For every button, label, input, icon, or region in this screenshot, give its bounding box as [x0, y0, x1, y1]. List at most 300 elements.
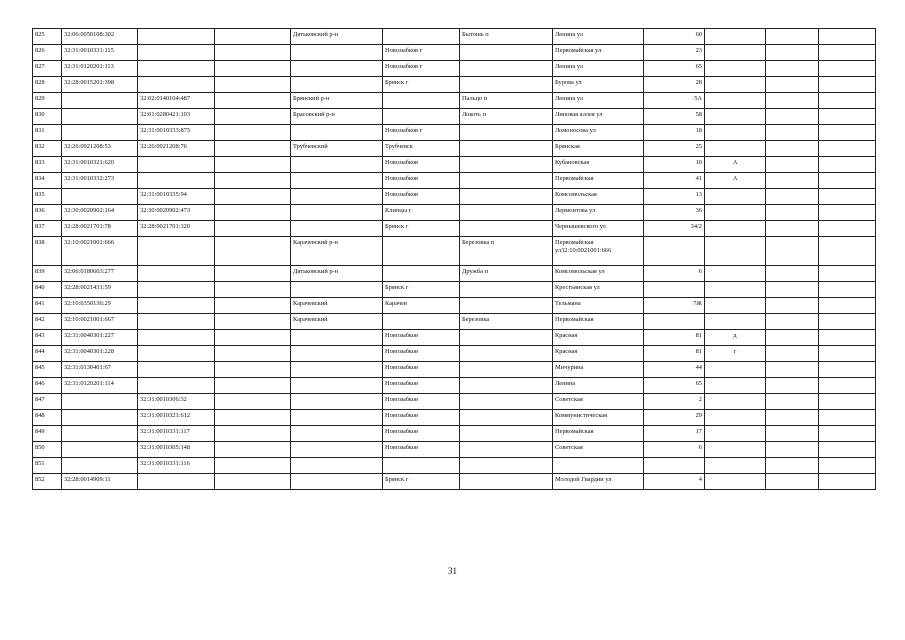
empty-cell — [819, 346, 876, 362]
locality-cell — [460, 410, 553, 426]
row-number: 825 — [33, 29, 62, 45]
district-cell — [291, 45, 383, 61]
row-number: 849 — [33, 426, 62, 442]
locality-cell — [460, 157, 553, 173]
building-cadastral-cell — [138, 314, 215, 330]
row-number: 833 — [33, 157, 62, 173]
building-letter-cell — [705, 314, 766, 330]
building-letter-cell — [705, 378, 766, 394]
property-register-table — [32, 28, 876, 490]
street-cell: Крестьянская ул — [553, 282, 644, 298]
house-number-cell — [644, 314, 705, 330]
house-number-cell — [644, 458, 705, 474]
empty-cell — [766, 77, 819, 93]
locality-cell — [460, 474, 553, 490]
cadastral-number-cell — [62, 410, 138, 426]
empty-cell — [215, 410, 291, 426]
street-cell: Тельмана — [553, 298, 644, 314]
empty-cell — [819, 141, 876, 157]
street-cell: Бурова ул — [553, 77, 644, 93]
empty-cell — [215, 205, 291, 221]
building-letter-cell — [705, 205, 766, 221]
locality-cell — [460, 442, 553, 458]
table-row — [33, 410, 876, 426]
city-cell: Новозыбков — [383, 442, 460, 458]
building-letter-cell: г — [705, 346, 766, 362]
building-cadastral-cell: 32:31:0010333:875 — [138, 125, 215, 141]
cadastral-number-cell: 32:28:0015201:398 — [62, 77, 138, 93]
table-row — [33, 474, 876, 490]
row-number: 844 — [33, 346, 62, 362]
cadastral-number-cell: 32:31:0040301:227 — [62, 330, 138, 346]
cadastral-number-cell: 32:31:0010321:620 — [62, 157, 138, 173]
building-cadastral-cell — [138, 378, 215, 394]
empty-cell — [766, 109, 819, 125]
empty-cell — [819, 221, 876, 237]
city-cell: Новозыбков — [383, 173, 460, 189]
house-number-cell: 25 — [644, 141, 705, 157]
empty-cell — [819, 45, 876, 61]
empty-cell — [819, 362, 876, 378]
building-letter-cell — [705, 394, 766, 410]
empty-cell — [215, 362, 291, 378]
empty-cell — [215, 346, 291, 362]
page-number: 31 — [448, 566, 457, 576]
cadastral-number-cell — [62, 442, 138, 458]
locality-cell — [460, 394, 553, 410]
cadastral-number-cell: 32:26:0921208:53 — [62, 141, 138, 157]
cadastral-number-cell: 32:10:0021001:667 — [62, 314, 138, 330]
empty-cell — [215, 157, 291, 173]
street-cell: Брянская — [553, 141, 644, 157]
building-letter-cell — [705, 410, 766, 426]
house-number-cell: 81 — [644, 330, 705, 346]
row-number: 839 — [33, 266, 62, 282]
house-number-cell: 65 — [644, 378, 705, 394]
cadastral-number-cell — [62, 426, 138, 442]
locality-cell: Бытошь п — [460, 29, 553, 45]
street-cell — [553, 458, 644, 474]
building-cadastral-cell — [138, 45, 215, 61]
row-number: 829 — [33, 93, 62, 109]
district-cell — [291, 205, 383, 221]
building-letter-cell — [705, 77, 766, 93]
empty-cell — [819, 29, 876, 45]
building-letter-cell — [705, 298, 766, 314]
locality-cell — [460, 346, 553, 362]
empty-cell — [766, 205, 819, 221]
district-cell — [291, 362, 383, 378]
building-cadastral-cell — [138, 77, 215, 93]
table-row — [33, 394, 876, 410]
building-cadastral-cell: 32:31:0010305:148 — [138, 442, 215, 458]
row-number: 841 — [33, 298, 62, 314]
building-letter-cell — [705, 426, 766, 442]
empty-cell — [819, 474, 876, 490]
building-letter-cell — [705, 109, 766, 125]
street-cell: Первомайская — [553, 314, 644, 330]
district-cell: Карачевский — [291, 298, 383, 314]
row-number: 845 — [33, 362, 62, 378]
empty-cell — [766, 426, 819, 442]
district-cell: Дятьковский р-н — [291, 266, 383, 282]
building-cadastral-cell: 32:01:0280421:103 — [138, 109, 215, 125]
cadastral-number-cell: 32:28:0021701:78 — [62, 221, 138, 237]
empty-cell — [819, 394, 876, 410]
empty-cell — [215, 314, 291, 330]
empty-cell — [766, 458, 819, 474]
district-cell: Брасовский р-н — [291, 109, 383, 125]
street-cell: Ленина ул — [553, 61, 644, 77]
district-cell — [291, 61, 383, 77]
empty-cell — [819, 125, 876, 141]
row-number: 850 — [33, 442, 62, 458]
building-cadastral-cell — [138, 330, 215, 346]
empty-cell — [215, 426, 291, 442]
empty-cell — [819, 426, 876, 442]
city-cell: Клинцы г — [383, 205, 460, 221]
building-cadastral-cell — [138, 282, 215, 298]
building-cadastral-cell — [138, 298, 215, 314]
street-cell: Молодой Гвардии ул — [553, 474, 644, 490]
house-number-cell: 18 — [644, 125, 705, 141]
building-cadastral-cell: 32:28:0021701:320 — [138, 221, 215, 237]
empty-cell — [766, 189, 819, 205]
locality-cell: Локоть п — [460, 109, 553, 125]
city-cell: Брянск г — [383, 221, 460, 237]
cadastral-number-cell: 32:31:0010331:115 — [62, 45, 138, 61]
house-number-cell: 58 — [644, 109, 705, 125]
house-number-cell: 7Ж — [644, 298, 705, 314]
building-cadastral-cell: 32:30:0020902:473 — [138, 205, 215, 221]
empty-cell — [819, 77, 876, 93]
building-cadastral-cell: 32:31:0010306:32 — [138, 394, 215, 410]
city-cell: Брянск г — [383, 77, 460, 93]
locality-cell — [460, 77, 553, 93]
table-row — [33, 314, 876, 330]
building-cadastral-cell: 32:02:0140104:487 — [138, 93, 215, 109]
locality-cell — [460, 173, 553, 189]
house-number-cell: 17 — [644, 426, 705, 442]
city-cell: Карачев — [383, 298, 460, 314]
empty-cell — [215, 29, 291, 45]
locality-cell — [460, 298, 553, 314]
table-row — [33, 77, 876, 93]
city-cell — [383, 266, 460, 282]
building-letter-cell — [705, 125, 766, 141]
cadastral-number-cell: 32:28:0014909:11 — [62, 474, 138, 490]
locality-cell — [460, 61, 553, 77]
locality-cell: Пальцо п — [460, 93, 553, 109]
table-row — [33, 141, 876, 157]
empty-cell — [766, 314, 819, 330]
street-cell: Красная — [553, 346, 644, 362]
table-row — [33, 237, 876, 266]
building-letter-cell — [705, 93, 766, 109]
building-cadastral-cell: 32:31:0010331:116 — [138, 458, 215, 474]
empty-cell — [766, 442, 819, 458]
locality-cell: Березовка п — [460, 237, 553, 266]
cadastral-number-cell: 32:30:0020902:164 — [62, 205, 138, 221]
empty-cell — [215, 330, 291, 346]
street-cell: Комсомольская — [553, 189, 644, 205]
street-cell: Ленина ул — [553, 93, 644, 109]
empty-cell — [766, 298, 819, 314]
empty-cell — [819, 442, 876, 458]
table-row — [33, 29, 876, 45]
empty-cell — [215, 109, 291, 125]
empty-cell — [819, 93, 876, 109]
row-number: 828 — [33, 77, 62, 93]
empty-cell — [215, 93, 291, 109]
empty-cell — [766, 330, 819, 346]
house-number-cell: 44 — [644, 362, 705, 378]
street-cell: Советская — [553, 394, 644, 410]
building-letter-cell — [705, 458, 766, 474]
street-cell: Комсомольская ул — [553, 266, 644, 282]
city-cell: Новозыбков — [383, 394, 460, 410]
cadastral-number-cell — [62, 394, 138, 410]
table-row — [33, 189, 876, 205]
house-number-cell: 34/2 — [644, 221, 705, 237]
table-row — [33, 205, 876, 221]
house-number-cell: 28 — [644, 77, 705, 93]
house-number-cell — [644, 282, 705, 298]
empty-cell — [766, 157, 819, 173]
empty-cell — [819, 458, 876, 474]
district-cell — [291, 125, 383, 141]
building-letter-cell: А — [705, 173, 766, 189]
district-cell — [291, 394, 383, 410]
district-cell — [291, 474, 383, 490]
house-number-cell: 6 — [644, 266, 705, 282]
empty-cell — [766, 125, 819, 141]
district-cell — [291, 378, 383, 394]
cadastral-number-cell: 32:31:0120201:114 — [62, 378, 138, 394]
empty-cell — [766, 237, 819, 266]
city-cell: Трубчевск — [383, 141, 460, 157]
table-row — [33, 125, 876, 141]
row-number: 842 — [33, 314, 62, 330]
cadastral-number-cell — [62, 189, 138, 205]
building-letter-cell: А — [705, 157, 766, 173]
table-row — [33, 221, 876, 237]
empty-cell — [215, 173, 291, 189]
district-cell — [291, 221, 383, 237]
building-cadastral-cell — [138, 29, 215, 45]
empty-cell — [819, 237, 876, 266]
house-number-cell: 60 — [644, 29, 705, 45]
empty-cell — [215, 141, 291, 157]
row-number: 830 — [33, 109, 62, 125]
empty-cell — [819, 378, 876, 394]
empty-cell — [215, 394, 291, 410]
cadastral-number-cell: 32:06:0180603:277 — [62, 266, 138, 282]
building-letter-cell: д — [705, 330, 766, 346]
table-row — [33, 109, 876, 125]
city-cell: Новозыбков — [383, 330, 460, 346]
cadastral-number-cell: 32:31:0040301:228 — [62, 346, 138, 362]
row-number: 840 — [33, 282, 62, 298]
empty-cell — [766, 61, 819, 77]
empty-cell — [819, 109, 876, 125]
table-row — [33, 45, 876, 61]
table-row — [33, 330, 876, 346]
empty-cell — [215, 266, 291, 282]
street-cell: Первомайская ул — [553, 45, 644, 61]
street-cell: Первомайская — [553, 173, 644, 189]
table-row — [33, 157, 876, 173]
locality-cell — [460, 282, 553, 298]
table-row — [33, 362, 876, 378]
district-cell — [291, 458, 383, 474]
house-number-cell: 81 — [644, 346, 705, 362]
table-row — [33, 346, 876, 362]
empty-cell — [215, 298, 291, 314]
district-cell — [291, 410, 383, 426]
building-cadastral-cell — [138, 362, 215, 378]
empty-cell — [819, 205, 876, 221]
building-letter-cell — [705, 474, 766, 490]
district-cell — [291, 189, 383, 205]
building-letter-cell — [705, 189, 766, 205]
city-cell — [383, 458, 460, 474]
empty-cell — [766, 29, 819, 45]
building-cadastral-cell — [138, 266, 215, 282]
city-cell — [383, 93, 460, 109]
district-cell: Карачевский — [291, 314, 383, 330]
table-row — [33, 378, 876, 394]
locality-cell: Березовка — [460, 314, 553, 330]
locality-cell — [460, 125, 553, 141]
cadastral-number-cell: 32:10:0350136:29 — [62, 298, 138, 314]
row-number: 852 — [33, 474, 62, 490]
street-cell: Лермонтова ул — [553, 205, 644, 221]
district-cell: Карачевский р-н — [291, 237, 383, 266]
locality-cell — [460, 189, 553, 205]
row-number: 838 — [33, 237, 62, 266]
district-cell — [291, 330, 383, 346]
row-number: 834 — [33, 173, 62, 189]
empty-cell — [819, 314, 876, 330]
building-letter-cell — [705, 442, 766, 458]
street-cell: Первомайская ул32:10:0021001:666 — [553, 237, 644, 266]
empty-cell — [819, 282, 876, 298]
empty-cell — [215, 458, 291, 474]
house-number-cell: 5А — [644, 93, 705, 109]
row-number: 836 — [33, 205, 62, 221]
building-letter-cell — [705, 266, 766, 282]
locality-cell — [460, 426, 553, 442]
empty-cell — [215, 61, 291, 77]
empty-cell — [766, 173, 819, 189]
street-cell: Красная — [553, 330, 644, 346]
empty-cell — [766, 346, 819, 362]
building-cadastral-cell — [138, 474, 215, 490]
cadastral-number-cell: 32:06:0050108:302 — [62, 29, 138, 45]
empty-cell — [215, 125, 291, 141]
house-number-cell: 41 — [644, 173, 705, 189]
house-number-cell: 29 — [644, 410, 705, 426]
house-number-cell: 6 — [644, 442, 705, 458]
row-number: 831 — [33, 125, 62, 141]
district-cell: Брянский р-н — [291, 93, 383, 109]
district-cell — [291, 282, 383, 298]
empty-cell — [819, 410, 876, 426]
city-cell: Новозыбков г — [383, 61, 460, 77]
street-cell: Чернышевского ул — [553, 221, 644, 237]
cadastral-number-cell: 32:31:0130401:67 — [62, 362, 138, 378]
district-cell — [291, 77, 383, 93]
row-number: 826 — [33, 45, 62, 61]
building-letter-cell — [705, 237, 766, 266]
building-cadastral-cell: 32:31:0010331:117 — [138, 426, 215, 442]
empty-cell — [215, 282, 291, 298]
locality-cell: Дружба п — [460, 266, 553, 282]
city-cell: Новозыбков — [383, 410, 460, 426]
locality-cell — [460, 458, 553, 474]
city-cell: Новозыбков г — [383, 125, 460, 141]
city-cell: Новозыбков г — [383, 45, 460, 61]
locality-cell — [460, 330, 553, 346]
empty-cell — [215, 189, 291, 205]
building-letter-cell — [705, 61, 766, 77]
city-cell: Новозыбков — [383, 426, 460, 442]
building-cadastral-cell — [138, 173, 215, 189]
district-cell: Дятьковский р-н — [291, 29, 383, 45]
row-number: 851 — [33, 458, 62, 474]
house-number-cell: 23 — [644, 45, 705, 61]
street-cell: Ломоносова ул — [553, 125, 644, 141]
empty-cell — [819, 173, 876, 189]
house-number-cell: 36 — [644, 205, 705, 221]
street-cell: Первомайская — [553, 426, 644, 442]
building-letter-cell — [705, 45, 766, 61]
building-cadastral-cell: 32:31:0010335:94 — [138, 189, 215, 205]
empty-cell — [766, 410, 819, 426]
house-number-cell — [644, 237, 705, 266]
empty-cell — [766, 45, 819, 61]
street-cell: Ленина — [553, 378, 644, 394]
table-row — [33, 173, 876, 189]
city-cell: Новозыбков — [383, 362, 460, 378]
district-cell — [291, 442, 383, 458]
empty-cell — [215, 237, 291, 266]
table-body — [33, 29, 876, 490]
city-cell: Брянск г — [383, 474, 460, 490]
locality-cell — [460, 221, 553, 237]
empty-cell — [215, 474, 291, 490]
street-cell: Коммунистическая — [553, 410, 644, 426]
table-row — [33, 93, 876, 109]
cadastral-number-cell — [62, 109, 138, 125]
cadastral-number-cell: 32:31:0010332:273 — [62, 173, 138, 189]
row-number: 848 — [33, 410, 62, 426]
house-number-cell: 65 — [644, 61, 705, 77]
building-letter-cell — [705, 29, 766, 45]
house-number-cell: 10 — [644, 157, 705, 173]
empty-cell — [819, 330, 876, 346]
table-row — [33, 458, 876, 474]
row-number: 832 — [33, 141, 62, 157]
empty-cell — [819, 157, 876, 173]
city-cell: Новозыбков — [383, 189, 460, 205]
table-row — [33, 298, 876, 314]
empty-cell — [766, 141, 819, 157]
cadastral-number-cell: 32:31:0120201:113 — [62, 61, 138, 77]
empty-cell — [766, 93, 819, 109]
empty-cell — [819, 266, 876, 282]
